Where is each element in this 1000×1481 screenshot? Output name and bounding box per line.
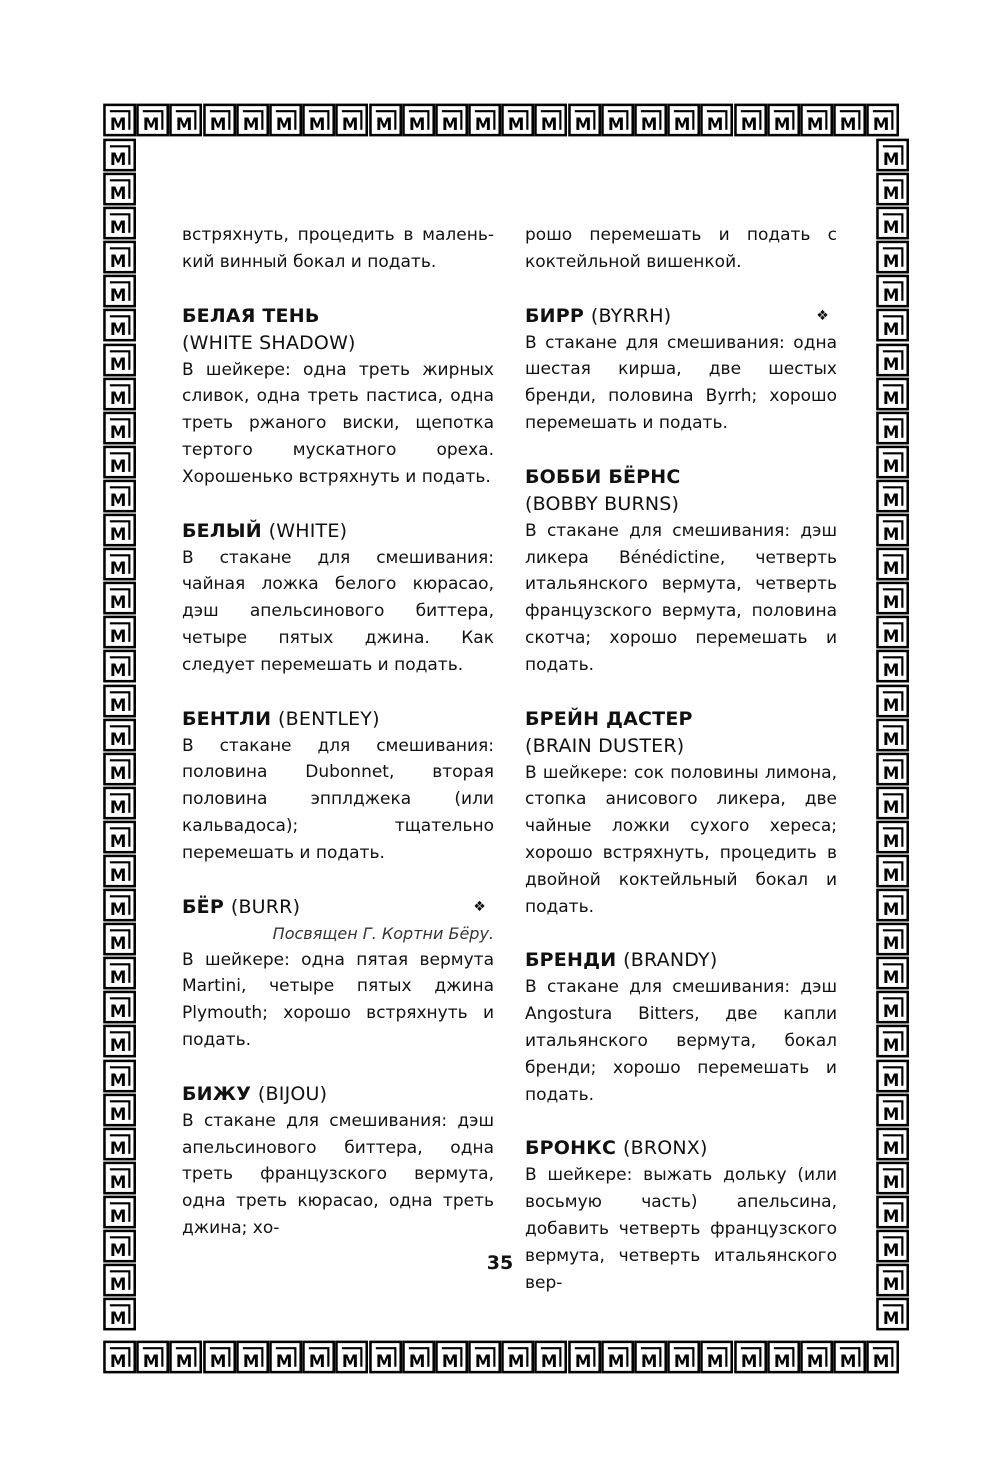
svg-text:M: M [109, 1172, 127, 1192]
border-ornament-icon [103, 718, 136, 752]
svg-text:M: M [109, 729, 127, 749]
svg-text:M: M [882, 524, 900, 544]
recipe-title: БЕЛАЯ ТЕНЬ (WHITE SHADOW) [182, 304, 356, 354]
svg-text:M: M [109, 217, 127, 237]
svg-text:M: M [882, 183, 900, 203]
recipe-text: В шейкере: выжать дольку (или восьмую часть) апельсина, добавить четверть французского вермута, четверть итальянского вер- [525, 1165, 837, 1293]
border-ornament-icon [103, 615, 136, 649]
border-ornament-icon [876, 513, 909, 547]
border-ornament-icon [103, 990, 136, 1024]
recipe-text: В стакане для смешивания: одна шестая кирша, две шестых бренди, половина Byrrh; хорошо перемешать и подать. [525, 332, 837, 433]
svg-text:M: M [740, 114, 757, 134]
border-ornament-icon [601, 103, 634, 137]
border-ornament-icon [103, 786, 136, 820]
svg-text:M: M [109, 114, 127, 134]
border-ornament-icon [876, 1297, 909, 1331]
svg-text:M: M [109, 1002, 127, 1022]
border-ornament-icon [103, 684, 136, 718]
svg-text:M: M [109, 490, 127, 510]
svg-text:M: M [109, 1240, 127, 1260]
recipe-text: В шейкере: одна треть жирных сливок, одна треть пастиса, одна треть ржаного виски, щепотка тертого мускатного ореха. Хорошенько встряхнуть и подать. [182, 359, 494, 487]
svg-text:M: M [607, 114, 625, 134]
border-ornament-icon [402, 103, 435, 137]
border-ornament-icon [667, 1340, 700, 1374]
recipe-title: БЕНТЛИ (BENTLEY) [182, 707, 380, 730]
border-top [103, 103, 900, 137]
recipe-title: БОББИ БЁРНС (BOBBY BURNS) [525, 465, 681, 515]
svg-text:M: M [882, 149, 900, 169]
border-ornament-icon [103, 172, 136, 206]
border-ornament-icon [833, 1340, 866, 1374]
border-ornament-icon [866, 103, 899, 137]
svg-text:M: M [882, 422, 900, 442]
recipe-entry [525, 947, 837, 1108]
svg-text:M: M [882, 1274, 900, 1294]
border-ornament-icon [876, 581, 909, 615]
border-left [103, 138, 136, 1331]
border-ornament-icon [103, 581, 136, 615]
border-ornament-icon [103, 888, 136, 922]
svg-text:M: M [209, 114, 226, 134]
svg-text:M: M [882, 490, 900, 510]
border-ornament-icon [103, 1297, 136, 1331]
border-ornament-icon [634, 1340, 667, 1374]
border-ornament-icon [876, 308, 909, 342]
border-ornament-icon [169, 103, 202, 137]
border-ornament-icon [103, 547, 136, 581]
svg-text:M: M [574, 1351, 592, 1371]
recipe-entry [525, 303, 837, 437]
svg-text:M: M [342, 1351, 359, 1371]
border-ornament-icon [103, 513, 136, 547]
svg-text:M: M [109, 388, 127, 408]
svg-text:M: M [242, 114, 260, 134]
svg-text:M: M [541, 1351, 558, 1371]
svg-text:M: M [109, 797, 127, 817]
recipe-title: БИЖУ (BIJOU) [182, 1082, 328, 1105]
recipe-text: В стакане для смешивания: дэш Angostura Bitters, две капли итальянского вермута, бокал бренди; хорошо перемешать и подать. [525, 977, 837, 1105]
border-ornament-icon [402, 1340, 435, 1374]
svg-text:M: M [707, 114, 724, 134]
svg-text:M: M [773, 1351, 791, 1371]
svg-text:M: M [882, 627, 900, 647]
border-ornament-icon [468, 1340, 501, 1374]
border-ornament-icon [468, 103, 501, 137]
svg-text:M: M [109, 183, 127, 203]
border-ornament-icon [269, 1340, 302, 1374]
border-ornament-icon [876, 1195, 909, 1229]
svg-text:M: M [707, 1351, 724, 1371]
svg-text:M: M [109, 354, 127, 374]
svg-text:M: M [109, 558, 127, 578]
svg-text:M: M [176, 114, 193, 134]
svg-text:M: M [840, 114, 857, 134]
svg-text:M: M [574, 114, 592, 134]
svg-text:M: M [109, 1351, 127, 1371]
border-ornament-icon [435, 1340, 468, 1374]
svg-text:M: M [109, 1274, 127, 1294]
border-ornament-icon [667, 103, 700, 137]
border-ornament-icon [103, 308, 136, 342]
border-ornament-icon [734, 103, 767, 137]
border-ornament-icon [103, 103, 136, 137]
border-ornament-icon [103, 1127, 136, 1161]
recipe-text: В шейкере: одна пятая вермута Martini, четыре пятых джина Plymouth; хорошо встряхнуть и подать. [182, 949, 494, 1050]
svg-text:M: M [882, 320, 900, 340]
svg-text:M: M [176, 1351, 193, 1371]
border-bottom [103, 1340, 900, 1374]
border-ornament-icon [634, 103, 667, 137]
svg-text:M: M [109, 1104, 127, 1124]
svg-text:M: M [882, 1104, 900, 1124]
svg-text:M: M [882, 831, 900, 851]
border-ornament-icon [876, 240, 909, 274]
svg-text:M: M [607, 1351, 625, 1371]
border-ornament-icon [103, 752, 136, 786]
svg-text:M: M [109, 1206, 127, 1226]
svg-text:M: M [109, 865, 127, 885]
svg-text:M: M [840, 1351, 857, 1371]
svg-text:M: M [242, 1351, 260, 1371]
svg-text:M: M [109, 831, 127, 851]
dedication-note: Посвящен Г. Кортни Бёру. [272, 923, 494, 943]
svg-text:M: M [109, 763, 127, 783]
svg-text:M: M [109, 1070, 127, 1090]
svg-text:M: M [882, 286, 900, 306]
left-column [182, 222, 494, 1242]
border-ornament-icon [335, 103, 368, 137]
border-ornament-icon [876, 888, 909, 922]
recipe-entry [182, 894, 494, 1054]
svg-text:M: M [441, 114, 459, 134]
continuation-text: встряхнуть, процедить в малень-кий винный бокал и подать. [182, 225, 494, 272]
diamond-ornament-icon: ❖ [816, 307, 829, 324]
border-ornament-icon [700, 1340, 733, 1374]
svg-text:M: M [109, 968, 127, 988]
svg-text:M: M [882, 661, 900, 681]
svg-text:M: M [309, 114, 326, 134]
border-ornament-icon [501, 103, 534, 137]
svg-text:M: M [342, 114, 359, 134]
svg-text:M: M [275, 1351, 293, 1371]
border-ornament-icon [169, 1340, 202, 1374]
svg-text:M: M [375, 1351, 392, 1371]
border-ornament-icon [876, 956, 909, 990]
border-ornament-icon [269, 103, 302, 137]
svg-text:M: M [109, 320, 127, 340]
recipe-text: В шейкере: сок половины лимона, стопка анисового ликера, две чайные ложки сухого хереса; хорошо встряхнуть, процедить в двойной коктейльный бокал и подать. [525, 762, 837, 917]
svg-text:M: M [882, 354, 900, 374]
recipe-entry [182, 518, 494, 679]
border-ornament-icon [236, 1340, 269, 1374]
border-ornament-icon [103, 240, 136, 274]
svg-text:M: M [882, 968, 900, 988]
border-ornament-icon [876, 990, 909, 1024]
border-ornament-icon [103, 479, 136, 513]
border-ornament-icon [800, 1340, 833, 1374]
svg-text:M: M [408, 1351, 426, 1371]
border-ornament-icon [103, 274, 136, 308]
recipe-entry [525, 706, 837, 921]
svg-text:M: M [408, 114, 426, 134]
border-ornament-icon [876, 752, 909, 786]
border-ornament-icon [767, 1340, 800, 1374]
border-ornament-icon [103, 1195, 136, 1229]
svg-text:M: M [143, 114, 160, 134]
border-ornament-icon [103, 922, 136, 956]
svg-text:M: M [674, 1351, 691, 1371]
recipe-entry [182, 706, 494, 867]
border-ornament-icon [302, 103, 335, 137]
svg-text:M: M [882, 593, 900, 613]
border-ornament-icon [534, 1340, 567, 1374]
border-ornament-icon [876, 615, 909, 649]
svg-text:M: M [275, 114, 293, 134]
svg-text:M: M [882, 1206, 900, 1226]
svg-text:M: M [109, 1036, 127, 1056]
recipe-entry [525, 464, 837, 679]
right-column [525, 222, 837, 1296]
svg-text:M: M [541, 114, 558, 134]
border-ornament-icon [103, 138, 136, 172]
border-ornament-icon [302, 1340, 335, 1374]
svg-text:M: M [882, 1240, 900, 1260]
svg-text:M: M [740, 1351, 757, 1371]
border-ornament-icon [103, 1161, 136, 1195]
svg-text:M: M [109, 286, 127, 306]
svg-text:M: M [873, 114, 890, 134]
svg-text:M: M [882, 558, 900, 578]
border-ornament-icon [568, 1340, 601, 1374]
recipe-text: В стакане для смешивания: дэш апельсинового биттера, одна треть французского вермута, одна треть кюрасао, одна треть джина; хо- [182, 1110, 494, 1238]
border-ornament-icon [876, 649, 909, 683]
border-ornament-icon [203, 1340, 236, 1374]
border-ornament-icon [335, 1340, 368, 1374]
recipe-entry [182, 1081, 494, 1242]
svg-text:M: M [209, 1351, 226, 1371]
border-ornament-icon [103, 956, 136, 990]
svg-text:M: M [109, 149, 127, 169]
svg-text:M: M [109, 422, 127, 442]
border-ornament-icon [876, 445, 909, 479]
border-ornament-icon [876, 479, 909, 513]
border-ornament-icon [876, 1127, 909, 1161]
border-ornament-icon [876, 377, 909, 411]
border-ornament-icon [103, 1093, 136, 1127]
border-ornament-icon [103, 820, 136, 854]
svg-text:M: M [882, 763, 900, 783]
border-ornament-icon [876, 343, 909, 377]
recipe-title: БИРР (BYRRH) ❖ [525, 303, 837, 330]
svg-text:M: M [674, 114, 691, 134]
border-ornament-icon [876, 854, 909, 888]
border-ornament-icon [876, 1093, 909, 1127]
svg-text:M: M [806, 114, 824, 134]
svg-text:M: M [375, 114, 392, 134]
svg-text:M: M [882, 1002, 900, 1022]
svg-text:M: M [882, 456, 900, 476]
recipe-title: БЕЛЫЙ (WHITE) [182, 519, 348, 542]
border-ornament-icon [876, 820, 909, 854]
border-ornament-icon [800, 103, 833, 137]
svg-text:M: M [806, 1351, 824, 1371]
svg-text:M: M [109, 456, 127, 476]
svg-text:M: M [109, 1138, 127, 1158]
border-ornament-icon [876, 922, 909, 956]
svg-text:M: M [882, 252, 900, 272]
border-ornament-icon [876, 138, 909, 172]
svg-text:M: M [773, 114, 791, 134]
border-ornament-icon [136, 1340, 169, 1374]
border-ornament-icon [876, 172, 909, 206]
border-ornament-icon [534, 103, 567, 137]
border-ornament-icon [103, 649, 136, 683]
svg-text:M: M [882, 1172, 900, 1192]
svg-text:M: M [143, 1351, 160, 1371]
border-ornament-icon [876, 1161, 909, 1195]
border-ornament-icon [435, 103, 468, 137]
svg-text:M: M [109, 593, 127, 613]
border-ornament-icon [601, 1340, 634, 1374]
recipe-text: В стакане для смешивания: половина Dubonnet, вторая половина эпплджека (или кальвадоса); тщательно перемешать и подать. [182, 735, 494, 863]
svg-text:M: M [882, 1036, 900, 1056]
svg-text:M: M [109, 933, 127, 953]
border-ornament-icon [700, 103, 733, 137]
recipe-title: БЁР (BURR) ❖ [182, 894, 494, 921]
svg-text:M: M [882, 797, 900, 817]
border-ornament-icon [876, 1059, 909, 1093]
svg-text:M: M [882, 217, 900, 237]
border-ornament-icon [876, 547, 909, 581]
border-ornament-icon [103, 1340, 136, 1374]
border-ornament-icon [236, 103, 269, 137]
border-ornament-icon [734, 1340, 767, 1374]
page-number: 35 [486, 1252, 514, 1274]
border-ornament-icon [103, 1059, 136, 1093]
svg-text:M: M [109, 661, 127, 681]
border-ornament-icon [103, 854, 136, 888]
border-ornament-icon [876, 206, 909, 240]
svg-text:M: M [441, 1351, 459, 1371]
border-ornament-icon [136, 103, 169, 137]
svg-text:M: M [109, 627, 127, 647]
diamond-ornament-icon: ❖ [473, 898, 486, 915]
continuation-text: рошо перемешать и подать с коктейльной вишенкой. [525, 225, 837, 272]
svg-text:M: M [873, 1351, 890, 1371]
border-ornament-icon [568, 103, 601, 137]
svg-text:M: M [882, 729, 900, 749]
svg-text:M: M [640, 114, 658, 134]
svg-text:M: M [309, 1351, 326, 1371]
border-ornament-icon [876, 684, 909, 718]
border-ornament-icon [369, 1340, 402, 1374]
recipe-title: БРЕНДИ (BRANDY) [525, 949, 718, 972]
svg-text:M: M [109, 1308, 127, 1328]
recipe-title: БРЕЙН ДАСТЕР (BRAIN DUSTER) [525, 707, 693, 757]
svg-text:M: M [640, 1351, 658, 1371]
border-ornament-icon [767, 103, 800, 137]
svg-text:M: M [474, 1351, 492, 1371]
recipe-entry [182, 303, 494, 491]
svg-text:M: M [109, 524, 127, 544]
border-ornament-icon [103, 411, 136, 445]
border-ornament-icon [876, 786, 909, 820]
recipe-title: БРОНКС (BRONX) [525, 1137, 708, 1160]
svg-text:M: M [882, 388, 900, 408]
border-ornament-icon [203, 103, 236, 137]
svg-text:M: M [882, 1138, 900, 1158]
svg-text:M: M [109, 252, 127, 272]
border-ornament-icon [876, 274, 909, 308]
border-ornament-icon [833, 103, 866, 137]
svg-text:M: M [882, 933, 900, 953]
recipe-text: В стакане для смешивания: дэш ликера Bénédictine, четверть итальянского вермута, четверть французского вермута, половина скотча; хорошо перемешать и подать. [525, 520, 837, 675]
svg-text:M: M [508, 1351, 525, 1371]
svg-text:M: M [109, 899, 127, 919]
svg-text:M: M [882, 1308, 900, 1328]
recipe-text: В стакане для смешивания: чайная ложка белого кюрасао, дэш апельсинового биттера, четыре пятых джина. Как следует перемешать и подать. [182, 547, 494, 675]
svg-text:M: M [508, 114, 525, 134]
border-ornament-icon [103, 343, 136, 377]
border-ornament-icon [103, 445, 136, 479]
border-ornament-icon [103, 206, 136, 240]
svg-text:M: M [882, 1070, 900, 1090]
border-ornament-icon [369, 103, 402, 137]
svg-text:M: M [882, 695, 900, 715]
border-ornament-icon [876, 718, 909, 752]
border-ornament-icon [501, 1340, 534, 1374]
svg-text:M: M [882, 865, 900, 885]
border-ornament-icon [876, 411, 909, 445]
border-ornament-icon [103, 1024, 136, 1058]
border-ornament-icon [876, 1024, 909, 1058]
svg-text:M: M [474, 114, 492, 134]
svg-text:M: M [882, 899, 900, 919]
border-ornament-icon [103, 377, 136, 411]
border-ornament-icon [866, 1340, 899, 1374]
border-right [876, 138, 909, 1331]
svg-text:M: M [109, 695, 127, 715]
